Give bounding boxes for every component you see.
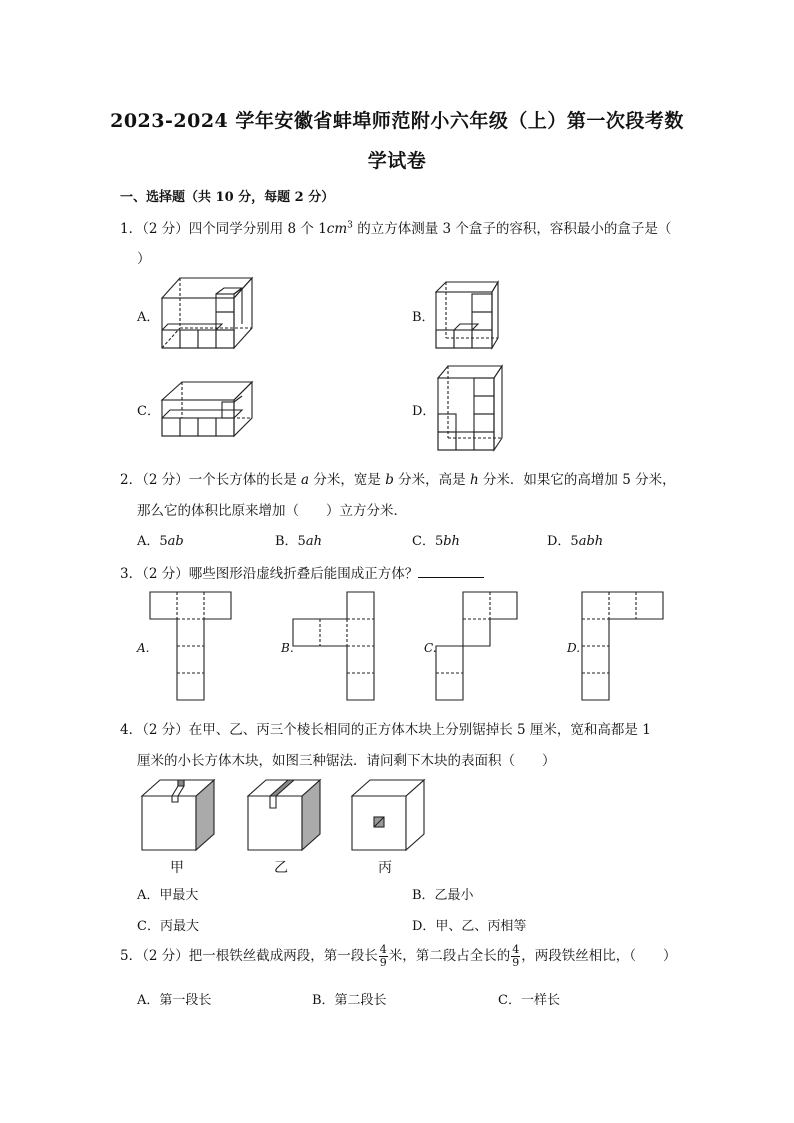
q3-answer-blank[interactable]	[418, 565, 484, 578]
q2-option-c-var: bh	[443, 534, 460, 549]
q5-fraction-1	[379, 944, 388, 969]
q3-number: 3．（2 分）	[120, 566, 189, 582]
q1-number: 1．（2 分）	[120, 221, 189, 237]
cube-yi-figure	[244, 776, 326, 852]
q5-text-a: 把一根铁丝截成两段，第一段长	[188, 948, 378, 964]
cube-label-bing: 丙	[378, 860, 392, 876]
q2-option-d[interactable]	[547, 530, 603, 549]
net-a-figure	[150, 592, 232, 702]
q2-option-d-var: abh	[578, 534, 604, 549]
q1-close-paren: ）	[137, 251, 151, 267]
q4-option-d[interactable]: D．甲、乙、丙相等	[412, 919, 527, 934]
q2-text-c: 分米，高是	[393, 472, 470, 488]
q4-line2: 厘米的小长方体木块，如图三种锯法．请问剩下木块的表面积（ ）	[137, 753, 556, 769]
q4-option-b[interactable]: B．乙最小	[412, 888, 474, 903]
q5-option-c[interactable]: C．一样长	[498, 993, 560, 1008]
q3-label-b: B.	[281, 641, 294, 655]
q3-label-c: C.	[424, 641, 437, 655]
q2-var-a: a	[301, 472, 310, 488]
q5-option-a[interactable]: A．第一段长	[137, 993, 212, 1008]
box-b-figure	[432, 278, 512, 352]
box-c-figure	[158, 378, 258, 440]
q2-option-b-var: ah	[305, 534, 322, 549]
q5-text-c: ，两段铁丝相比，（ ）	[521, 948, 677, 964]
q1-text-a: 四个同学分别用 8 个 1	[188, 221, 327, 237]
net-d-figure	[582, 592, 664, 702]
cube-jia-figure	[138, 776, 220, 852]
section-heading: 一、选择题（共 10 分，每题 2 分）	[120, 190, 335, 205]
q2-var-b: b	[385, 472, 394, 488]
q2-option-b[interactable]	[275, 530, 322, 549]
q4-option-a[interactable]: A．甲最大	[137, 888, 199, 903]
q2-option-b-label: B．5	[275, 534, 306, 549]
q5-text-b: 米，第二段占全长的	[388, 948, 511, 964]
q1-label-a: A．	[137, 310, 160, 325]
q2-text-a: 一个长方体的长是	[188, 472, 302, 488]
q2-option-c-label: C．5	[412, 534, 444, 549]
q2-option-a[interactable]	[137, 530, 184, 549]
net-c-figure	[436, 592, 518, 702]
question-5-text	[120, 944, 676, 969]
q4-number: 4．（2 分）	[120, 722, 189, 738]
question-1-text	[120, 217, 671, 237]
q5-frac2-den: 9	[512, 956, 520, 969]
q1-label-c: C．	[137, 404, 160, 419]
q2-option-d-label: D．5	[547, 534, 579, 549]
q3-label-d: D.	[567, 641, 581, 655]
q5-frac2-num: 4	[512, 943, 520, 956]
q4-line1: 在甲、乙、丙三个棱长相同的正方体木块上分别锯掉长 5 厘米，宽和高都是 1	[188, 722, 651, 738]
q2-text-d: 分米．如果它的高增加 5 分米，	[478, 472, 676, 488]
q1-text-b: 的立方体测量 3 个盒子的容积，容积最小的盒子是（	[352, 221, 672, 237]
q3-label-a: A.	[137, 641, 150, 655]
q2-line2: 那么它的体积比原来增加（ ）立方分米．	[137, 503, 407, 519]
q1-unit: cm	[326, 221, 348, 237]
q2-option-a-label: A．5	[137, 534, 168, 549]
cube-label-jia: 甲	[170, 860, 184, 876]
q1-unit-sup: 3	[347, 220, 353, 231]
q5-option-b[interactable]: B．第二段长	[312, 993, 387, 1008]
cube-label-yi: 乙	[274, 860, 288, 876]
q5-frac1-den: 9	[379, 956, 387, 969]
question-3-text	[120, 562, 484, 582]
q2-option-c[interactable]	[412, 530, 460, 549]
q1-label-b: B．	[412, 310, 435, 325]
exam-title-line2: 学试卷	[367, 150, 427, 172]
net-b-figure	[293, 592, 375, 702]
q5-frac1-num: 4	[379, 943, 387, 956]
q5-fraction-2	[511, 944, 520, 969]
question-2-text	[120, 468, 676, 488]
question-4-text	[120, 718, 651, 738]
box-d-figure	[434, 362, 514, 454]
cube-bing-figure	[348, 776, 430, 852]
q5-number: 5．（2 分）	[120, 948, 189, 964]
q2-option-a-var: ab	[167, 534, 184, 549]
q2-text-b: 分米，宽是	[309, 472, 386, 488]
q2-var-h: h	[469, 472, 479, 488]
exam-title-line1: 2023-2024 学年安徽省蚌埠师范附小六年级（上）第一次段考数	[110, 110, 684, 132]
q2-number: 2．（2 分）	[120, 472, 189, 488]
q3-text: 哪些图形沿虚线折叠后能围成正方体？	[188, 566, 419, 582]
q4-option-c[interactable]: C．丙最大	[137, 919, 199, 934]
box-a-figure	[158, 274, 258, 354]
q1-label-d: D．	[412, 404, 436, 419]
